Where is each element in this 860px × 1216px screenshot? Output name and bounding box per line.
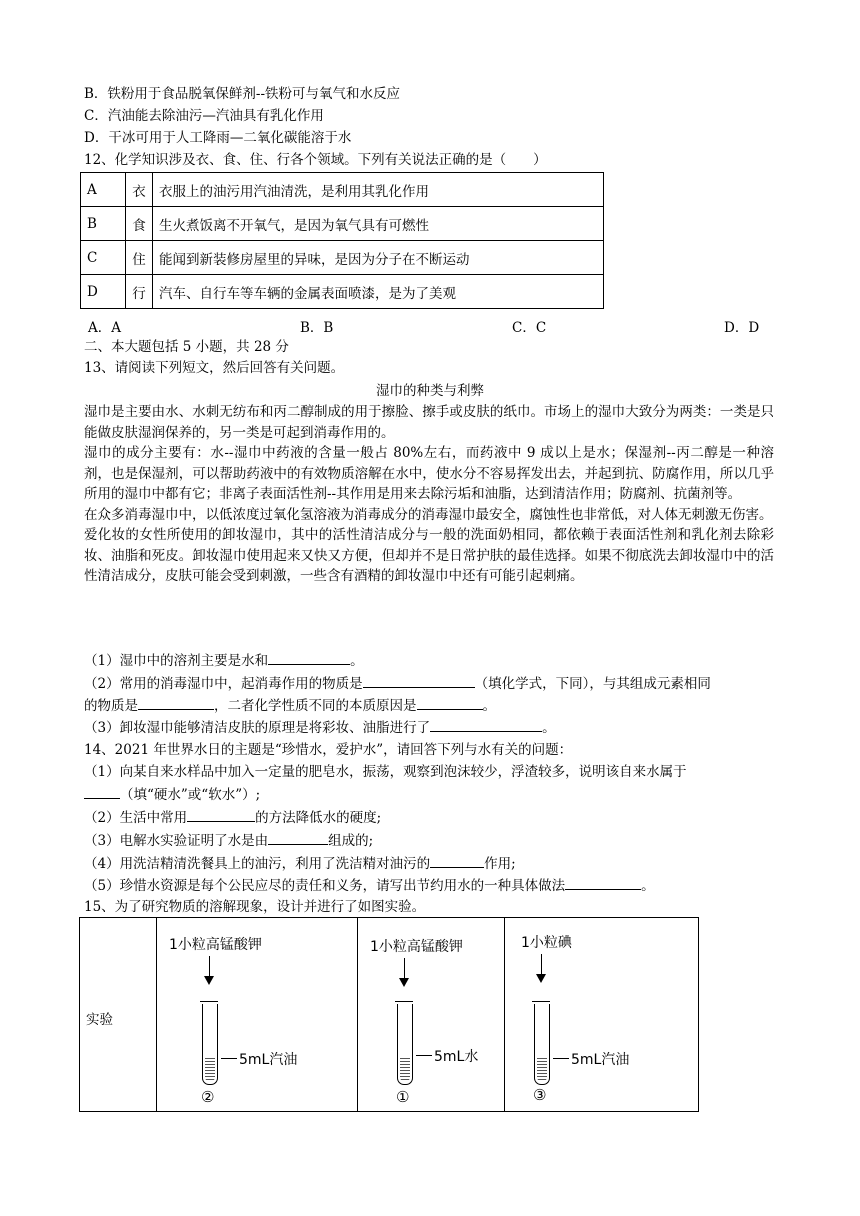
statement: 生火煮饭离不开氧气，是因为氧气具有可燃性 [153,207,604,241]
q14-sub4 [84,853,516,874]
experiment-cell [357,918,505,1111]
q14-sub3 [84,830,373,851]
question-text: （3）电解水实验证明了水是由 [84,833,269,849]
liquid-label: 5mL汽油 [239,1052,298,1068]
test-tube [397,1004,413,1085]
option-letter: A [81,173,126,207]
solute-label: 1小粒高锰酸钾 [370,939,463,955]
question-text: 的物质是 [84,698,138,714]
question-text: （1）湿巾中的溶剂主要是水和 [84,653,269,669]
test-tube [534,1004,550,1085]
paragraph: 在众多消毒湿巾中，以低浓度过氧化氢溶液为消毒成分的消毒湿巾最安全，腐蚀性也非常低，对人体无刺激无伤害。 [84,506,773,523]
question-text: 的方法降低水的硬度; [255,810,382,826]
question-text: （填“硬水”或“软水”）; [120,787,261,803]
q11-option-b: B．铁粉用于食品脱氧保鲜剂--铁粉可与氧气和水反应 [84,86,401,102]
statement: 能闻到新装修房屋里的异味，是因为分子在不断运动 [153,241,604,275]
q13-stem: 13、请阅读下列短文，然后回答有关问题。 [84,360,345,376]
q11-option-d: D．干冰可用于人工降雨—二氧化碳能溶于水 [84,130,352,146]
experiment-cell [156,918,358,1111]
arrow-icon [541,954,542,976]
question-text: 组成的; [328,833,374,849]
category: 食 [126,207,153,241]
tube-number: ① [396,1088,410,1106]
table-row [81,207,604,241]
q14-sub5 [84,875,655,896]
test-tube [202,1004,218,1085]
liquid-label: 5mL水 [434,1049,479,1065]
paragraph: 湿巾是主要由水、水刺无纺布和丙二醇制成的用于擦脸、擦手或皮肤的纸巾。市场上的湿巾大致分为两类：一类是只能做皮肤湿润保养的，另一类是可起到消毒作用的。 [84,404,774,441]
question-text: ，二者化学性质不同的本质原因是 [214,698,417,714]
leader-line [221,1058,237,1059]
arrow-icon [209,956,210,978]
question-text: （2）常用的消毒湿巾中，起消毒作用的物质是 [84,676,363,692]
q12-table [80,172,604,309]
arrowhead-icon [399,978,409,987]
answer-blank[interactable] [417,695,483,710]
q11-option-c: C．汽油能去除油污—汽油具有乳化作用 [84,108,324,124]
solute-label: 1小粒高锰酸钾 [169,937,262,953]
table-row [81,275,604,309]
q12-choices [84,316,764,336]
question-text: （4）用洗洁精清洗餐具上的油污，利用了洗洁精对油污的 [84,856,431,872]
leader-line [416,1055,432,1056]
question-text: （2）生活中常用 [84,810,188,826]
option-letter: C [81,241,126,275]
arrow-icon [404,958,405,980]
answer-blank[interactable] [565,875,641,890]
choice-c[interactable]: C．C [512,320,547,336]
experiment-table [79,917,699,1112]
tube-number: ② [201,1088,215,1106]
q14-sub1-cont [84,784,260,805]
q14-sub2 [84,807,381,828]
answer-blank[interactable] [138,695,214,710]
choice-b[interactable]: B．B [300,320,334,336]
question-text: （5）珍惜水资源是每个公民应尽的责任和义务，请写出节约用水的一种具体做法 [84,878,566,894]
q12-stem: 12、化学知识涉及衣、食、住、行各个领域。下列有关说法正确的是（ ） [84,152,547,168]
solute-label: 1小粒碘 [521,935,572,951]
answer-blank[interactable] [430,853,484,868]
section-heading: 二、本大题包括 5 小题，共 28 分 [84,339,289,355]
answer-blank[interactable] [430,717,542,732]
paragraph: 湿巾的成分主要有：水--湿巾中药液的含量一般占 80%左右，而药液中 9 成以上是水；保湿剂--丙二醇是一种溶剂，也是保湿剂，可以帮助药液中的有效物质溶解在水中，使水分不容易挥发出去，并起到抗、防腐作用，所以几乎所用的湿巾中都有它；非离子表面活性剂--其作用是用来去除污垢和油脂，达到清洁作用；防腐剂、抗菌剂等。 [84,445,774,502]
statement: 衣服上的油污用汽油清洗，是利用其乳化作用 [153,173,604,207]
table-row [81,241,604,275]
category: 住 [126,241,153,275]
choice-d[interactable]: D．D [724,320,760,336]
liquid-label: 5mL汽油 [571,1052,630,1068]
leader-line [553,1058,569,1059]
article-body [84,402,774,587]
row-label: 实验 [86,1012,113,1028]
answer-blank[interactable] [268,650,350,665]
question-text: 作用; [484,856,516,872]
answer-blank[interactable] [268,830,328,845]
q13-sub2 [84,673,711,694]
category: 行 [126,275,153,309]
answer-blank[interactable] [187,807,255,822]
tube-number: ③ [533,1086,547,1104]
category: 衣 [126,173,153,207]
table-row [81,173,604,207]
paragraph: 爱化妆的女性所使用的卸妆湿巾，其中的活性清洁成分与一般的洗面奶相同，都依赖于表面活性剂和乳化剂去除彩妆、油脂和死皮。卸妆湿巾使用起来又快又方便，但却并不是日常护肤的最佳选择。如果不彻底洗去卸妆湿巾中的活性清洁成分，皮肤可能会受到刺激，一些含有酒精的卸妆湿巾中还有可能引起刺痛。 [84,527,774,584]
q14-sub1: （1）向某自来水样品中加入一定量的肥皂水，振荡，观察到泡沫较少，浮渣较多，说明该自来水属于 [84,764,687,780]
question-text: 。 [350,653,364,669]
option-letter: B [81,207,126,241]
q13-sub2-cont [84,695,496,716]
q13-sub3 [84,717,556,738]
arrowhead-icon [536,974,546,983]
question-text: 。 [542,720,556,736]
question-text: 。 [482,698,496,714]
arrowhead-icon [204,976,214,985]
option-letter: D [81,275,126,309]
q13-sub1 [84,650,364,671]
choice-a[interactable]: A．A [88,320,121,336]
question-text: （填化学式，下同），与其组成元素相同 [474,676,711,692]
question-text: 。 [641,878,655,894]
question-text: （3）卸妆湿巾能够清洁皮肤的原理是将彩妆、油脂进行了 [84,720,431,736]
q14-stem: 14、2021 年世界水日的主题是“珍惜水，爱护水”，请回答下列与水有关的问题： [84,742,573,758]
q15-stem: 15、为了研究物质的溶解现象，设计并进行了如图实验。 [84,899,426,915]
answer-blank[interactable] [84,784,120,799]
answer-blank[interactable] [363,673,475,688]
experiment-cell [504,918,699,1111]
article-title: 湿巾的种类与利弊 [376,383,484,399]
statement: 汽车、自行车等车辆的金属表面喷漆，是为了美观 [153,275,604,309]
